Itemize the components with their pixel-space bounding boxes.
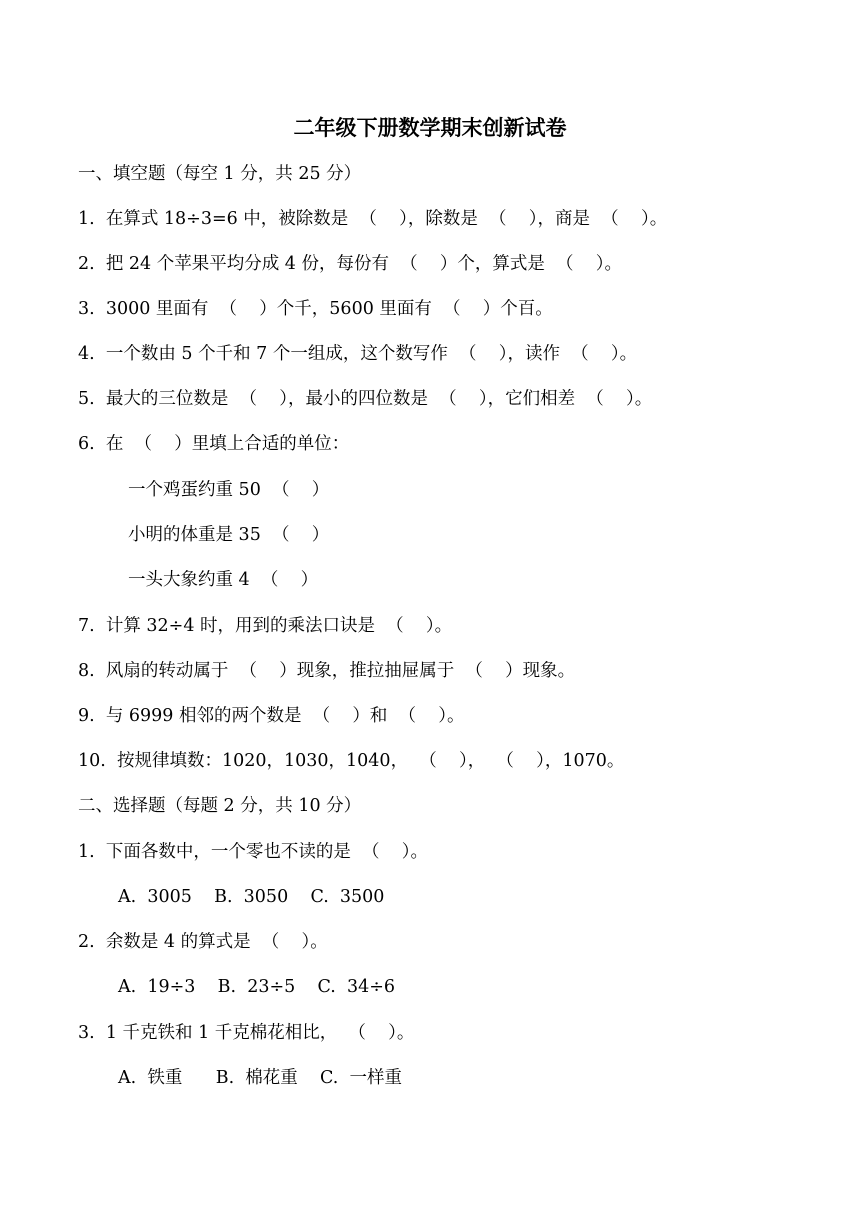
question-10: 10. 按规律填数：1020，1030，1040， （ ）， （ ），1070。 <box>78 751 625 771</box>
question-1: 1. 在算式 18÷3=6 中，被除数是 （ ），除数是 （ ），商是 （ ）。 <box>78 209 668 229</box>
question-2: 2. 把 24 个苹果平均分成 4 份，每份有 （ ）个，算式是 （ ）。 <box>78 254 622 274</box>
unit-line-elephant: 一头大象约重 4 （ ） <box>128 570 319 590</box>
question-4: 4. 一个数由 5 个千和 7 个一组成，这个数写作 （ ），读作 （ ）。 <box>78 344 638 364</box>
question-5: 5. 最大的三位数是 （ ），最小的四位数是 （ ），它们相差 （ ）。 <box>78 389 653 409</box>
question-7: 7. 计算 32÷4 时，用到的乘法口诀是 （ ）。 <box>78 616 453 636</box>
unit-line-weight: 小明的体重是 35 （ ） <box>128 525 330 545</box>
choice-options-2: A. 19÷3 B. 23÷5 C. 34÷6 <box>118 977 396 997</box>
section-heading-fill-in: 一、填空题（每空 1 分，共 25 分） <box>78 164 362 184</box>
question-3: 3. 3000 里面有 （ ）个千，5600 里面有 （ ）个百。 <box>78 299 553 319</box>
choice-question-1: 1. 下面各数中，一个零也不读的是 （ ）。 <box>78 842 428 862</box>
choice-options-1: A. 3005 B. 3050 C. 3500 <box>118 887 385 907</box>
unit-line-egg: 一个鸡蛋约重 50 （ ） <box>128 480 330 500</box>
choice-question-2: 2. 余数是 4 的算式是 （ ）。 <box>78 932 328 952</box>
choice-options-3: A. 铁重 B. 棉花重 C. 一样重 <box>118 1068 402 1088</box>
question-9: 9. 与 6999 相邻的两个数是 （ ）和 （ ）。 <box>78 706 465 726</box>
page-title: 二年级下册数学期末创新试卷 <box>293 116 567 140</box>
question-8: 8. 风扇的转动属于 （ ）现象，推拉抽屉属于 （ ）现象。 <box>78 661 576 681</box>
choice-question-3: 3. 1 千克铁和 1 千克棉花相比， （ ）。 <box>78 1023 415 1043</box>
section-heading-choice: 二、选择题（每题 2 分，共 10 分） <box>78 796 362 816</box>
question-6: 6. 在 （ ）里填上合适的单位： <box>78 434 350 454</box>
